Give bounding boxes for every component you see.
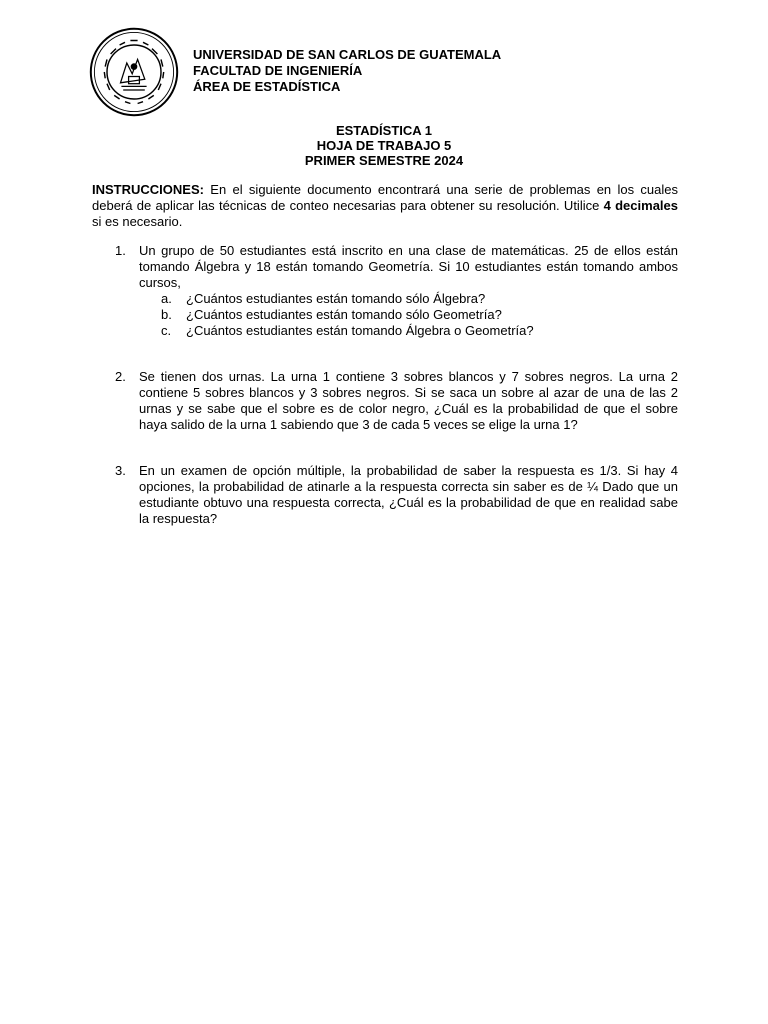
- sheet-title: HOJA DE TRABAJO 5: [316, 138, 452, 153]
- subquestion-letter: c.: [161, 323, 172, 338]
- problem-number: 3.: [115, 463, 126, 478]
- instructions-text-after: si es necesario.: [92, 214, 183, 229]
- problem-text: En un examen de opción múltiple, la probabilidad de saber la respuesta es 1/3. Si hay 4 opciones, la probabilidad de atinarle a la respuesta correcta sin saber es de ¼ Dado que un estudiante obtuvo una respuesta correcta, ¿Cuál es la probabilidad de que en realidad sabe la respuesta?: [139, 463, 678, 526]
- institution-header: [193, 47, 501, 95]
- course-title: ESTADÍSTICA 1: [335, 123, 433, 138]
- problem-list: [92, 243, 678, 527]
- subquestion-text: ¿Cuántos estudiantes están tomando Álgebra o Geometría?: [186, 323, 534, 338]
- instructions-label: INSTRUCCIONES:: [92, 182, 204, 197]
- subquestion-item: [139, 291, 678, 307]
- problem-text: Un grupo de 50 estudiantes está inscrito en una clase de matemáticas. 25 de ellos están tomando Álgebra y 18 están tomando Geometría. Si 10 estudiantes están tomando ambos cursos,: [139, 243, 678, 290]
- subquestion-item: [139, 323, 678, 339]
- problem-item: [92, 243, 678, 339]
- problem-text: Se tienen dos urnas. La urna 1 contiene 3 sobres blancos y 7 sobres negros. La urna 2 contiene 5 sobres blancos y 3 sobres negros. Si se saca un sobre al azar de una de las 2 urnas y se sabe que el sobre es de color negro, ¿Cuál es la probabilidad de que el sobre haya salido de la urna 1 sabiendo que 3 de cada 5 veces se elige la urna 1?: [139, 369, 678, 432]
- instructions-text-before: En el siguiente documento encontrará una serie de problemas en los cuales deberá de aplicar las técnicas de conteo necesarias para obtener su resolución. Utilice: [92, 182, 678, 213]
- area-name: ÁREA DE ESTADÍSTICA: [193, 79, 341, 94]
- subquestion-text: ¿Cuántos estudiantes están tomando sólo Álgebra?: [186, 291, 486, 306]
- subquestion-letter: b.: [161, 307, 172, 322]
- subquestion-list: [139, 291, 678, 339]
- subquestion-text: ¿Cuántos estudiantes están tomando sólo Geometría?: [186, 307, 502, 322]
- semester-title: PRIMER SEMESTRE 2024: [304, 153, 464, 168]
- problem-number: 2.: [115, 369, 126, 384]
- problem-item: [92, 463, 678, 527]
- faculty-name: FACULTAD DE INGENIERÍA: [193, 63, 363, 78]
- subquestion-item: [139, 307, 678, 323]
- instructions-paragraph: [92, 182, 678, 230]
- university-name: UNIVERSIDAD DE SAN CARLOS DE GUATEMALA: [193, 47, 502, 62]
- document-title: [0, 123, 768, 168]
- instructions-emphasis: 4 decimales: [603, 198, 678, 213]
- problem-number: 1.: [115, 243, 126, 258]
- university-seal-icon: [89, 27, 179, 117]
- subquestion-letter: a.: [161, 291, 172, 306]
- problem-item: [92, 369, 678, 433]
